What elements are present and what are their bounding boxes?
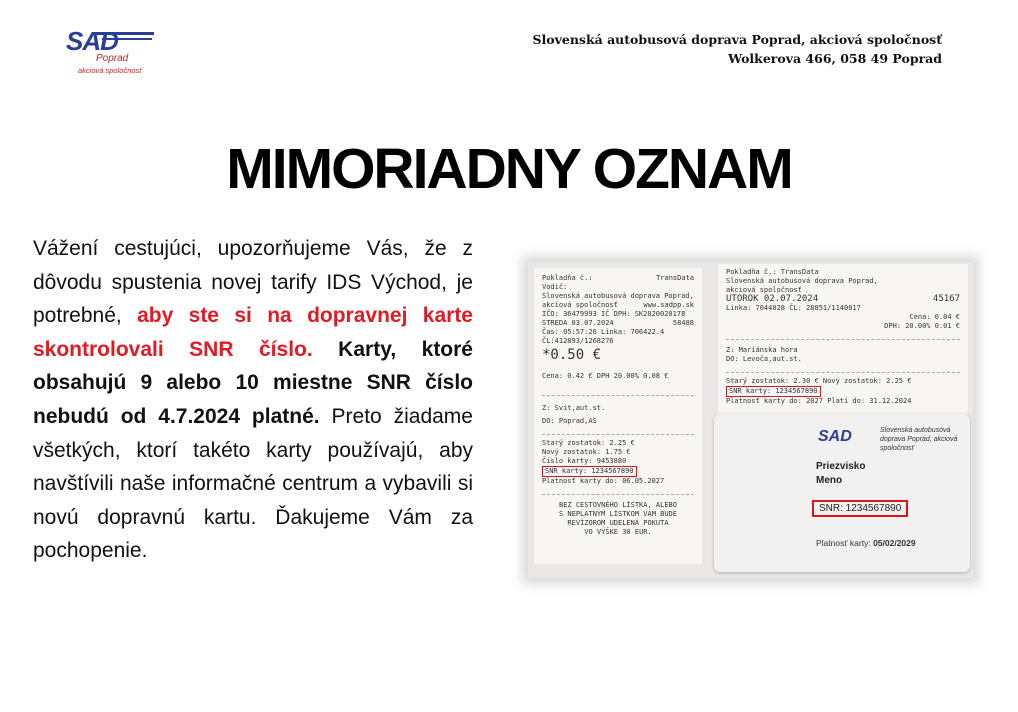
r2-company-type: akciová spoločnosť [726,286,802,294]
r2-line: Linka: 7044028 ČL: 28851/1140017 [726,304,861,312]
r1-company: Slovenská autobusová doprava Poprad, [542,292,694,300]
body-validity: Karty, ktoré obsahujú 9 alebo 10 miestne SNR číslo nebudú od 4.7.2024 platné. [33,337,473,428]
r1-tax: Cena: 0.42 € DPH 20.00% 0.08 € [542,372,669,380]
logo-subtitle: akciová spoločnosť [78,66,142,75]
r2-register: Pokladňa č.: TransData [726,268,819,276]
r2-tax: DPH: 20.00% 0.01 € [884,322,960,330]
r1-company-type: akciová spoločnosť [542,301,618,309]
r1-from: Z: Svit,aut.st. [542,404,606,412]
card-validity [816,538,916,548]
notice-body [33,232,473,568]
logo-brand: SAD [66,26,118,56]
card-company: Slovenská autobusová doprava Poprad, akciová spoločnosť [880,427,958,452]
receipt-right [718,264,968,414]
card-holder [816,460,865,488]
r1-fine-1: BEZ CESTOVNÉHO LÍSTKA, ALEBO [558,501,677,509]
r1-price: *0.50 € [542,347,602,363]
r1-driver: Vodič: [542,283,568,291]
sad-logo [66,26,156,76]
r1-new-balance: Nový zostatok: 1.75 € [542,448,631,456]
body-warning: aby ste si na dopravnej karte skontrolovali SNR číslo. [33,304,473,361]
r2-to: DO: Levoča,aut.st. [726,355,802,363]
card-logo: SAD [818,428,852,445]
card-valid-value: 05/02/2029 [873,538,916,548]
card-valid-label: Platnosť karty: [816,538,871,548]
r2-from: Z: Mariánska hora [726,346,798,354]
r1-valid: Platnosť karty do: 06.05.2027 [542,477,665,485]
r1-number: 58488 [672,319,694,327]
r2-balance: Starý zostatok: 2.30 € Nový zostatok: 2.25 € [726,377,912,385]
r1-snr: SNR karty: 1234567890 [542,466,637,477]
r2-snr: SNR karty: 1234567890 [726,386,821,397]
notice-title: MIMORIADNY OZNAM [226,137,792,201]
r2-price: Cena: 0.04 € [909,313,960,321]
r1-register: Pokladňa č.: [542,274,593,282]
r1-fine-4: VO VÝŠKE 30 EUR. [584,528,652,536]
body-intro: Vážení cestujúci, upozorňujeme Vás, že z dôvodu spustenia novej tarify IDS Východ, je potrebné, [33,237,473,328]
body-request: Preto žiadame všetkých, ktorí takéto karty používajú, aby navštívili naše informačné centrum a vybavili si novú dopravnú kartu. Ďakujeme Vám za pochopenie. [33,404,473,563]
company-name: Slovenská autobusová doprava Poprad, akciová spoločnosť [532,32,942,47]
r2-company: Slovenská autobusová doprava Poprad, [726,277,878,285]
r1-time: Čas: 05:57:26 Linka: 706422.4 [542,328,665,336]
r2-number: 45167 [932,294,960,304]
r1-old-balance: Starý zostatok: 2.25 € [542,439,635,447]
receipt-left [534,268,702,564]
r1-ico: IČO: 36479993 IČ DPH: SK2020020178 [542,310,686,318]
company-address: Wolkerova 466, 058 49 Poprad [728,51,942,66]
r2-date: UTOROK 02.07.2024 [726,294,819,304]
r1-to: DO: Poprad,AS [542,417,597,425]
r1-card-number: Číslo karty: 9453880 [542,457,627,465]
logo-place: Poprad [96,53,129,64]
r2-valid: Platnosť karty do: 2027 Platí do: 31.12.2024 [726,397,912,405]
r1-fine-2: S NEPLATNÝM LÍSTKOM VÁM BUDE [558,510,677,518]
ticket-photo [528,262,973,578]
card-surname: Priezvisko [816,461,866,472]
r1-date: STREDA 03.07.2024 [542,319,614,327]
card-firstname: Meno [816,475,843,486]
transport-card [714,414,970,572]
card-snr: SNR: 1234567890 [812,500,908,517]
r1-web: www.sadpp.sk [643,301,694,309]
r1-cl: ČL:412893/1268276 [542,337,614,345]
r1-transdata: TransData [656,274,694,282]
r1-fine-3: REVÍZOROM UDELENÁ POKUTA [567,519,669,527]
company-header [533,30,943,68]
